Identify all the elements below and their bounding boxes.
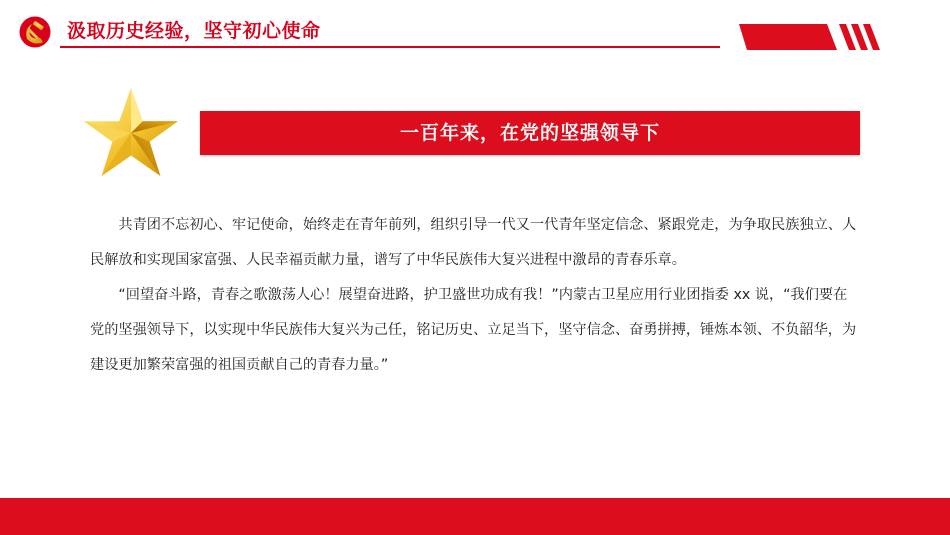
red-stripes-icon — [735, 24, 885, 50]
paragraph-2: “回望奋斗路，青春之歌激荡人心！展望奋进路，护卫盛世功成有我！”内蒙古卫星应用行业团指委 xx 说，“我们要在党的坚强领导下，以实现中华民族伟大复兴为己任，铭记历史、立足当下，坚守信念、奋勇拼搏，锤炼本领、不负韶华，为建设更加繁荣富强的祖国贡献自己的青春力量。” — [90, 287, 857, 373]
section-banner — [200, 111, 860, 155]
slide-title: 汲取历史经验，坚守初心使命 — [67, 20, 321, 42]
paragraph-1: 共青团不忘初心、牢记使命，始终走在青年前列，组织引导一代又一代青年坚定信念、紧跟党走，为争取民族独立、人民解放和实现国家富强、人民幸福贡献力量，谱写了中华民族伟大复兴进程中激昂的青春乐章。 — [90, 217, 857, 268]
body-text — [90, 208, 860, 383]
footer-bar — [0, 498, 950, 535]
gold-star-icon — [82, 86, 180, 178]
banner-text: 一百年来，在党的坚强领导下 — [399, 122, 660, 144]
party-emblem-icon — [18, 16, 52, 48]
title-underline — [60, 46, 720, 48]
